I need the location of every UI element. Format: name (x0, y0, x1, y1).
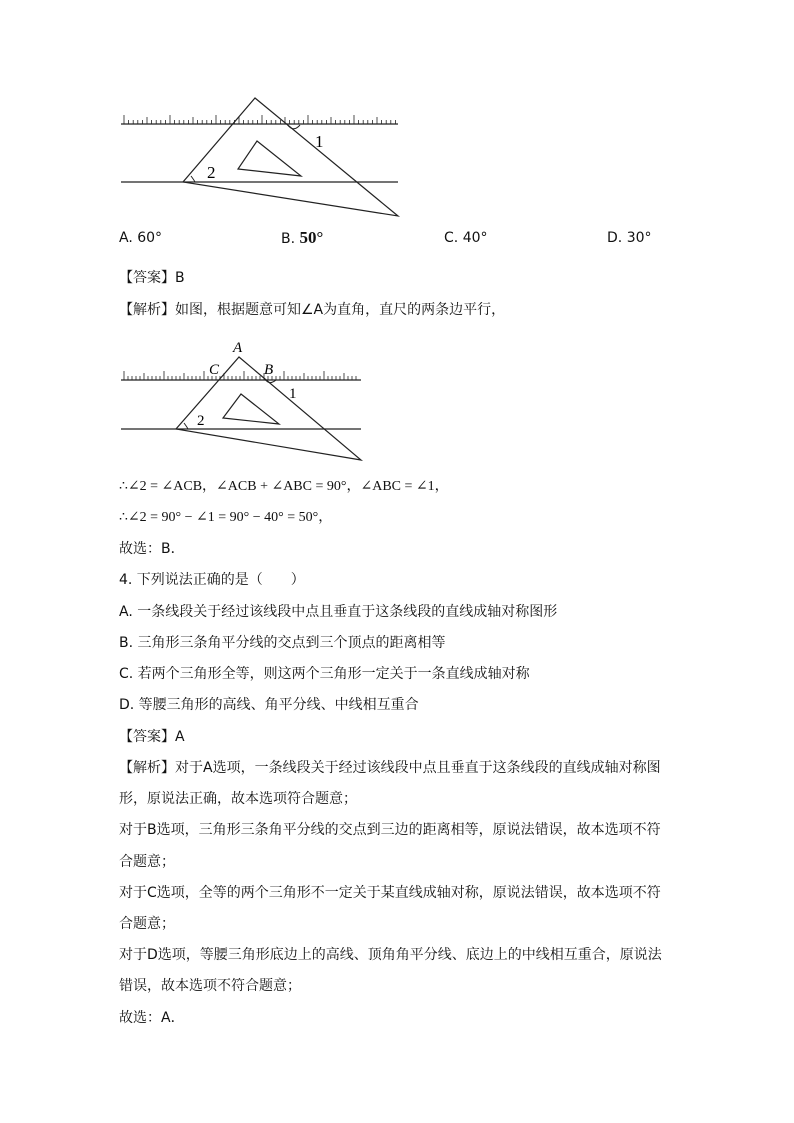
angle-2-label: 2 (207, 163, 216, 182)
q4-analysis-line-4: 合题意； (119, 854, 175, 870)
angle-1-arc (287, 124, 300, 129)
q4-answer: 【答案】A (119, 729, 185, 745)
q3-step-2: ∴∠2 = 90° − ∠1 = 90° − 40° = 50°， (119, 510, 333, 525)
angle-1-label: 1 (315, 132, 324, 151)
angle-2-label: 2 (197, 413, 205, 429)
angle-1-label: 1 (289, 386, 297, 402)
set-square-outer (183, 98, 398, 216)
q4-option-d: D. 等腰三角形的高线、角平分线、中线相互重合 (119, 697, 419, 713)
q4-analysis-line-8: 错误，故本选项不符合题意； (119, 978, 301, 994)
q3-answer: 【答案】B (119, 270, 185, 286)
vertex-c-label: C (209, 362, 220, 378)
vertex-a-label: A (233, 340, 243, 356)
q4-analysis-line-7: 对于D选项，等腰三角形底边上的高线、顶角角平分线、底边上的中线相互重合，原说法 (119, 947, 662, 963)
q3-step-1: ∴∠2 = ∠ACB，∠ACB + ∠ABC = 90°，∠ABC = ∠1， (119, 479, 449, 494)
option-a-letter: A. (119, 230, 133, 246)
figure-2-labelled (0, 330, 794, 465)
option-d-value: 30° (626, 230, 652, 246)
option-c-value: 40° (462, 230, 488, 246)
option-b (281, 229, 323, 248)
ruler-top-edge (121, 115, 398, 124)
option-c-letter: C. (444, 230, 459, 246)
q4-stem: 4. 下列说法正确的是（ ） (119, 572, 305, 588)
q4-analysis-line-5: 对于C选项，全等的两个三角形不一定关于某直线成轴对称，原说法错误，故本选项不符 (119, 885, 661, 901)
q3-conclusion: 故选：B． (119, 541, 185, 557)
option-b-letter: B. (281, 231, 296, 247)
option-d-letter: D. (607, 230, 623, 246)
vertex-b-label: B (264, 362, 274, 378)
q4-option-c: C. 若两个三角形全等，则这两个三角形一定关于一条直线成轴对称 (119, 666, 530, 682)
ruler-top-edge (121, 371, 361, 380)
q4-analysis-line-3: 对于B选项，三角形三条角平分线的交点到三边的距离相等，原说法错误，故本选项不符 (119, 822, 661, 838)
q4-analysis-line-1: 【解析】对于A选项，一条线段关于经过该线段中点且垂直于这条线段的直线成轴对称图 (119, 760, 661, 776)
option-a (119, 229, 162, 247)
q4-option-a: A. 一条线段关于经过该线段中点且垂直于这条线段的直线成轴对称图形 (119, 604, 558, 620)
option-d (607, 229, 652, 247)
option-a-value: 60° (137, 230, 163, 246)
q4-option-b: B. 三角形三条角平分线的交点到三个顶点的距离相等 (119, 635, 446, 651)
set-square-inner (223, 394, 279, 424)
q4-analysis-line-6: 合题意； (119, 916, 175, 932)
q4-conclusion: 故选：A． (119, 1010, 185, 1026)
set-square-inner (238, 141, 301, 176)
option-c (444, 229, 488, 247)
figure-1-ruler-triangle (0, 0, 794, 230)
q3-analysis: 【解析】如图，根据题意可知∠A为直角，直尺的两条边平行， (119, 302, 506, 318)
angle-2-arc (191, 176, 195, 182)
option-b-value: 50° (299, 228, 324, 247)
q4-analysis-line-2: 形，原说法正确，故本选项符合题意； (119, 791, 357, 807)
angle-2-arc (184, 423, 188, 429)
